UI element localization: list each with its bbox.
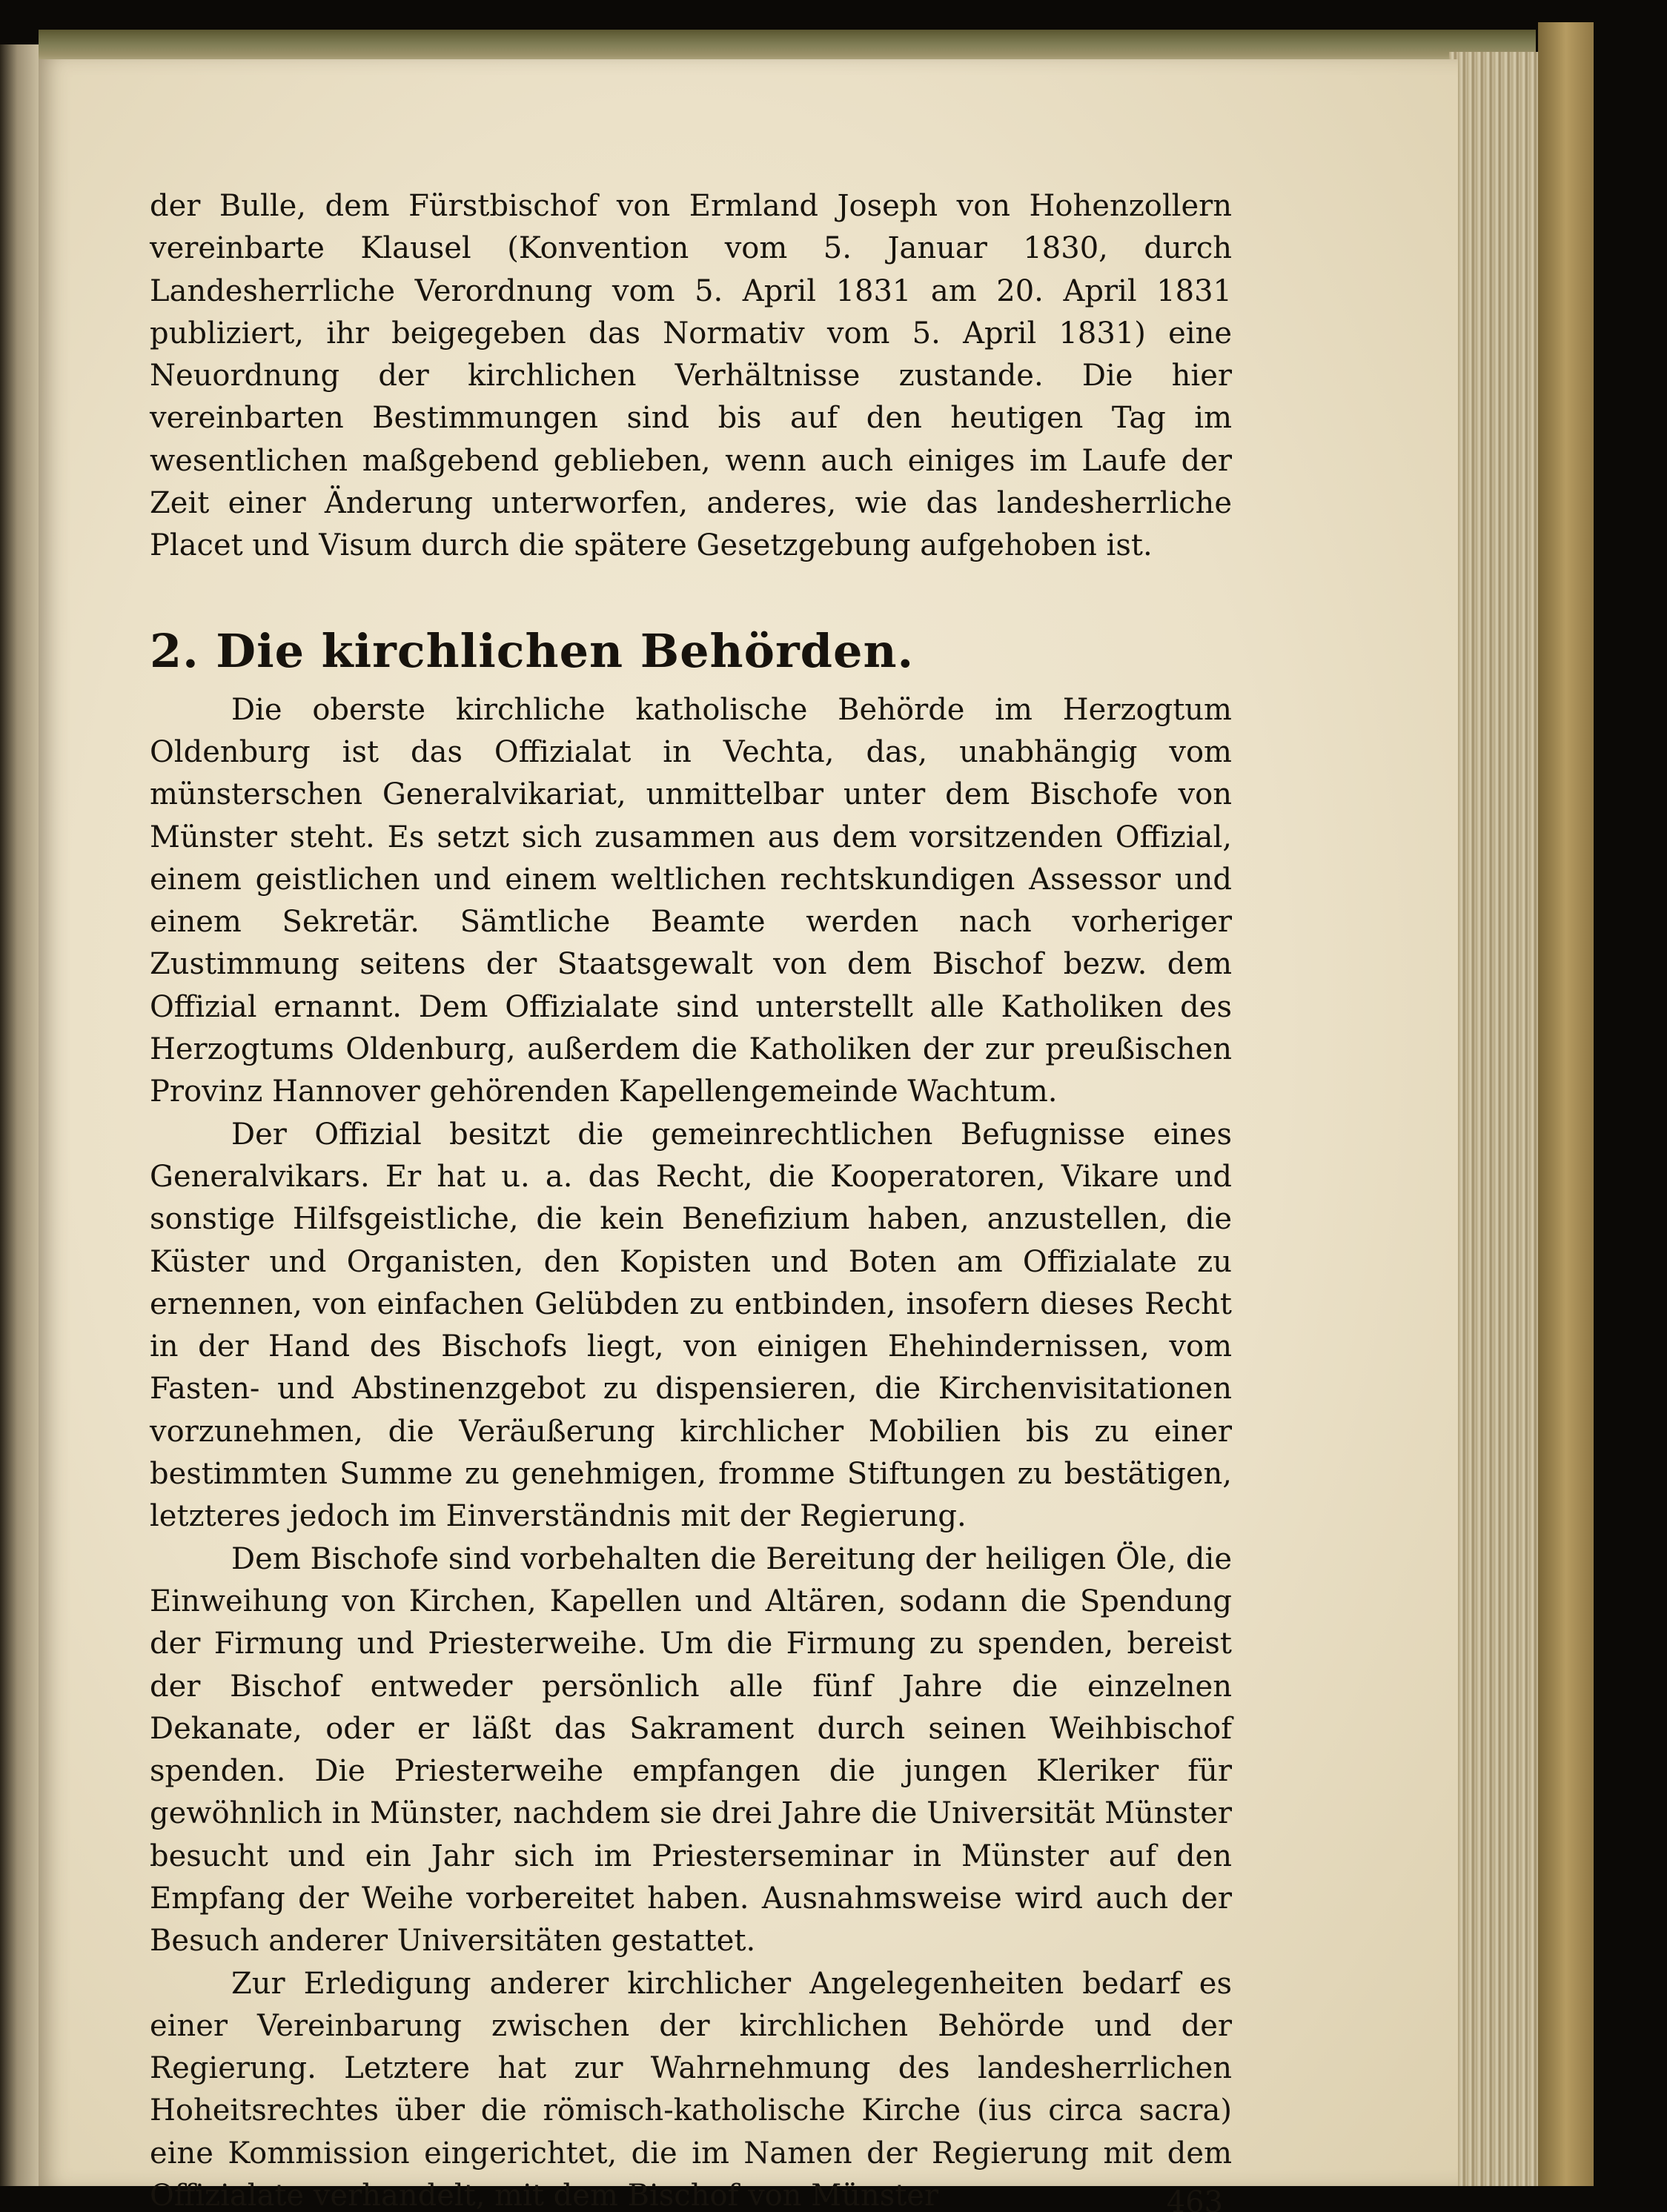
facing-page-edge xyxy=(0,44,39,2186)
page-number: 463 xyxy=(1166,2185,1223,2212)
paragraph-bischof: Dem Bischofe sind vorbehalten die Bereitung der heiligen Öle, die Einweihung von Kirchen, Kapellen und Altären, sodann die Spendung der Firmung und Priesterweihe. Um die Firmung zu spenden, bereist der Bischof entweder persönlich alle fünf Jahre die einzelnen Dekanate, oder er läßt das Sakrament durch seinen Weihbischof spenden. Die Priesterweihe empfangen die jungen Kleriker für gewöhnlich in Münster, nachdem sie drei Jahre die Universität Münster besucht und ein Jahr sich im Priesterseminar in Münster auf den Empfang der Weihe vorbereitet haben. Ausnahmsweise wird auch der Besuch anderer Universitäten gestattet. xyxy=(150,1541,1232,1959)
paragraph-offizialat: Die oberste kirchliche katholische Behörde im Herzogtum Oldenburg ist das Offizialat in Vechta, das, unabhängig vom münsterschen Generalvikariat, unmittelbar unter dem Bischofe von Münster steht. Es setzt sich zusammen aus dem vorsitzenden Offizial, einem geistlichen und einem weltlichen rechtskundigen Assessor und einem Sekretär. Sämtliche Beamte werden nach vorheriger Zustimmung seitens der Staatsgewalt von dem Bischof bezw. dem Offizial ernannt. Dem Offizialate sind unterstellt alle Katholiken des Herzogtums Oldenburg, außerdem die Katholiken der zur preußischen Provinz Hannover gehörenden Kapellengemeinde Wachtum. xyxy=(150,692,1232,1109)
page-text-block xyxy=(150,185,1232,2212)
book-spine-top xyxy=(39,30,1536,63)
paragraph-intro: der Bulle, dem Fürstbischof von Ermland Joseph von Hohenzollern vereinbarte Klausel (Konvention vom 5. Januar 1830, durch Landesherrliche Verordnung vom 5. April 1831 am 20. April 1831 publiziert, ihr beigegeben das Normativ vom 5. April 1831) eine Neuordnung der kirchlichen Verhältnisse zustande. Die hier vereinbarten Bestimmungen sind bis auf den heutigen Tag im wesentlichen maßgebend geblieben, wenn auch einiges im Laufe der Zeit einer Änderung unterworfen, anderes, wie das landesherrliche Placet und Visum durch die spätere Gesetzgebung aufgehoben ist. xyxy=(150,189,1232,563)
paragraph-regierung: Zur Erledigung anderer kirchlicher Angelegenheiten bedarf es einer Vereinbarung zwischen der kirchlichen Behörde und der Regierung. Letztere hat zur Wahrnehmung des landesherrlichen Hoheitsrechtes über die römisch-katholische Kirche (ius circa sacra) eine Kommission eingerichtet, die im Namen der Regierung mit dem Offizialate verhandelt, mit dem Bischof von Münster xyxy=(150,1966,1232,2212)
book-page xyxy=(39,59,1458,2212)
paragraph-offizial: Der Offizial besitzt die gemeinrechtlichen Befugnisse eines Generalvikars. Er hat u. a. das Recht, die Kooperatoren, Vikare und sonstige Hilfsgeistliche, die kein Benefizium haben, anzustellen, die Küster und Organisten, den Kopisten und Boten am Offizialate zu ernennen, von einfachen Gelübden zu entbinden, insofern dieses Recht in der Hand des Bischofs liegt, von einigen Ehehindernissen, vom Fasten- und Abstinenzgebot zu dispensieren, die Kirchenvisitationen vorzunehmen, die Veräußerung kirchlicher Mobilien bis zu einer bestimmten Summe zu genehmigen, fromme Stiftungen zu bestätigen, letzteres jedoch im Einverständnis mit der Regierung. xyxy=(150,1117,1232,1534)
section-heading: 2. Die kirchlichen Behörden. xyxy=(150,623,915,678)
page-stack-edge xyxy=(1449,52,1538,2186)
book-cover-edge xyxy=(1538,22,1594,2186)
